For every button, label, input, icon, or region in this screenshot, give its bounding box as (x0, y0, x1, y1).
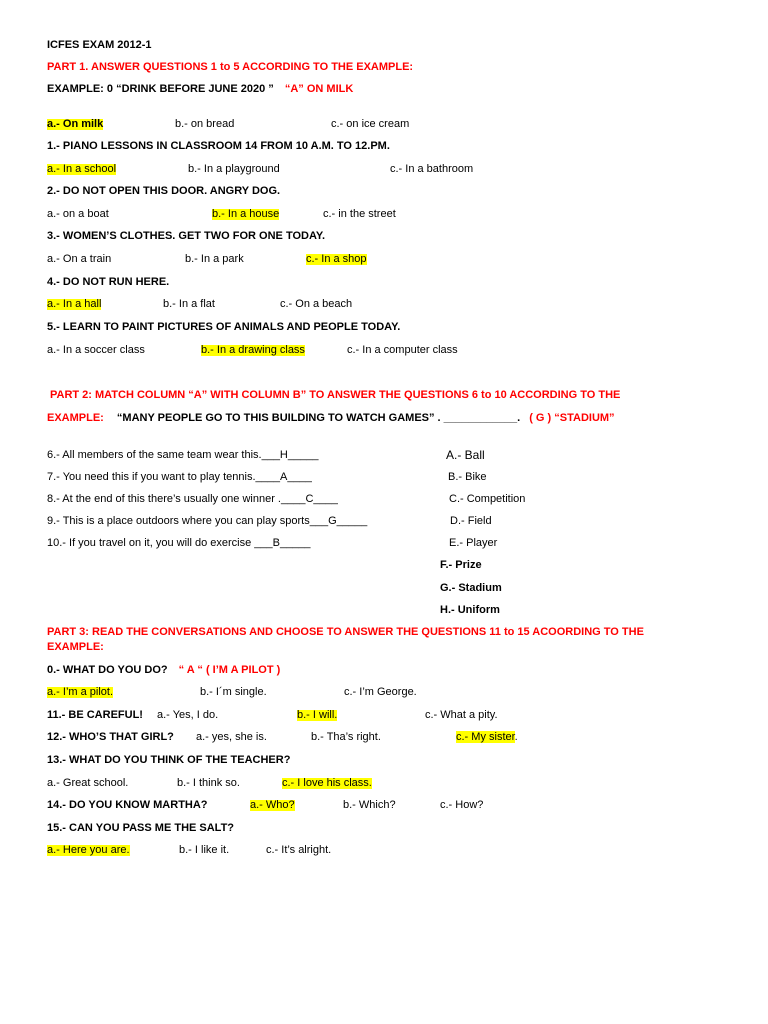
column-b-item-b: B.- Bike (448, 471, 487, 483)
q15-option-c: c.- It’s alright. (266, 844, 332, 856)
part1-heading: PART 1. ANSWER QUESTIONS 1 to 5 ACCORDING TO THE EXAMPLE: (47, 61, 414, 73)
question-7: 7.- You need this if you want to play tennis.____A____ (47, 471, 312, 483)
part1-example (47, 84, 353, 95)
question-2: 2.- DO NOT OPEN THIS DOOR. ANGRY DOG. (47, 185, 281, 197)
question-6: 6.- All members of the same team wear this.___H_____ (47, 449, 319, 461)
q14-option-c: c.- How? (440, 799, 484, 811)
q13-option-b: b.- I think so. (177, 777, 240, 789)
q4-option-a: a.- In a hall (47, 298, 102, 310)
q4-option-c: c.- On a beach (280, 298, 353, 310)
column-b-item-a: A.- Ball (446, 448, 485, 462)
ex3-option-a: a.- I’m a pilot. (47, 686, 114, 698)
q5-option-a: a.- In a soccer class (47, 344, 145, 356)
part2-heading: PART 2: MATCH COLUMN “A” WITH COLUMN B” TO ANSWER THE QUESTIONS 6 to 10 ACCORDING TO THE (50, 389, 621, 401)
question-9: 9.- This is a place outdoors where you can play sports___G_____ (47, 515, 368, 527)
part3-heading-line1: PART 3: READ THE CONVERSATIONS AND CHOOSE TO ANSWER THE QUESTIONS 11 to 15 ACOORDING TO THE (47, 626, 644, 638)
q12-option-b: b.- Tha’s right. (311, 731, 381, 743)
question-15: 15.- CAN YOU PASS ME THE SALT? (47, 822, 235, 834)
part1-example-answer: “A” ON MILK (284, 83, 354, 95)
part3-example-answer: “ A “ ( I’M A PILOT ) (178, 664, 281, 676)
q14-option-a: a.- Who? (250, 799, 295, 811)
q3-option-a: a.- On a train (47, 253, 112, 265)
q3-option-b: b.- In a park (185, 253, 244, 265)
example-option-c: c.- on ice cream (331, 118, 410, 130)
q1-option-a: a.- In a school (47, 163, 117, 175)
column-b-item-f: F.- Prize (440, 559, 482, 571)
example-option-a: a.- On milk (47, 118, 104, 130)
part3-example-question: 0.- WHAT DO YOU DO? (47, 664, 168, 676)
q1-option-b: b.- In a playground (188, 163, 280, 175)
column-b-item-c: C.- Competition (449, 493, 526, 505)
q15-option-b: b.- I like it. (179, 844, 230, 856)
q15-option-a: a.- Here you are. (47, 844, 130, 856)
q12-option-c: c.- My sister (456, 731, 515, 743)
question-11: 11.- BE CAREFUL! (47, 709, 143, 721)
part3-heading-line2: EXAMPLE: (47, 641, 104, 653)
question-8: 8.- At the end of this there’s usually one winner .____C____ (47, 493, 338, 505)
q2-option-a: a.- on a boat (47, 208, 109, 220)
column-b-item-e: E.- Player (449, 537, 498, 549)
q12-option-a: a.- yes, she is. (196, 731, 267, 743)
question-13: 13.- WHAT DO YOU THINK OF THE TEACHER? (47, 754, 291, 766)
column-b-item-g: G.- Stadium (440, 582, 502, 594)
question-3: 3.- WOMEN’S CLOTHES. GET TWO FOR ONE TODAY. (47, 230, 326, 242)
column-b-item-h: H.- Uniform (440, 604, 500, 616)
ex3-option-c: c.- I’m George. (344, 686, 417, 698)
exam-title: ICFES EXAM 2012-1 (47, 39, 152, 51)
q12-trail: . (514, 731, 518, 743)
q13-option-c: c.- I love his class. (282, 777, 372, 789)
q14-option-b: b.- Which? (343, 799, 396, 811)
q2-option-b: b.- In a house (212, 208, 280, 220)
part2-example-text: “MANY PEOPLE GO TO THIS BUILDING TO WATCH GAMES” . ____________. (116, 412, 521, 424)
q11-option-b: b.- I will. (297, 709, 338, 721)
question-1: 1.- PIANO LESSONS IN CLASSROOM 14 FROM 10 A.M. TO 12.PM. (47, 140, 390, 152)
example-option-b: b.- on bread (175, 118, 235, 130)
q5-option-b: b.- In a drawing class (201, 344, 305, 356)
q3-option-c: c.- In a shop (306, 253, 367, 265)
q2-option-c: c.- in the street (323, 208, 396, 220)
q11-option-a: a.- Yes, I do. (157, 709, 219, 721)
question-14: 14.- DO YOU KNOW MARTHA? (47, 799, 208, 811)
q1-option-c: c.- In a bathroom (390, 163, 474, 175)
q11-option-c: c.- What a pity. (425, 709, 498, 721)
question-5: 5.- LEARN TO PAINT PICTURES OF ANIMALS AND PEOPLE TODAY. (47, 321, 401, 333)
question-12: 12.- WHO’S THAT GIRL? (47, 731, 174, 743)
q12-option-c-wrap (456, 732, 518, 743)
part1-example-text: EXAMPLE: 0 “DRINK BEFORE JUNE 2020 ” (47, 83, 274, 95)
part2-example-label: EXAMPLE: (47, 412, 104, 424)
column-b-item-d: D.- Field (450, 515, 492, 527)
part2-example-answer: ( G ) “STADIUM” (529, 412, 615, 424)
question-10: 10.- If you travel on it, you will do exercise ___B_____ (47, 537, 311, 549)
part2-example (47, 413, 615, 424)
q5-option-c: c.- In a computer class (347, 344, 458, 356)
q13-option-a: a.- Great school. (47, 777, 129, 789)
ex3-option-b: b.- I´m single. (200, 686, 267, 698)
q4-option-b: b.- In a flat (163, 298, 215, 310)
part3-example (47, 665, 280, 676)
question-4: 4.- DO NOT RUN HERE. (47, 276, 170, 288)
